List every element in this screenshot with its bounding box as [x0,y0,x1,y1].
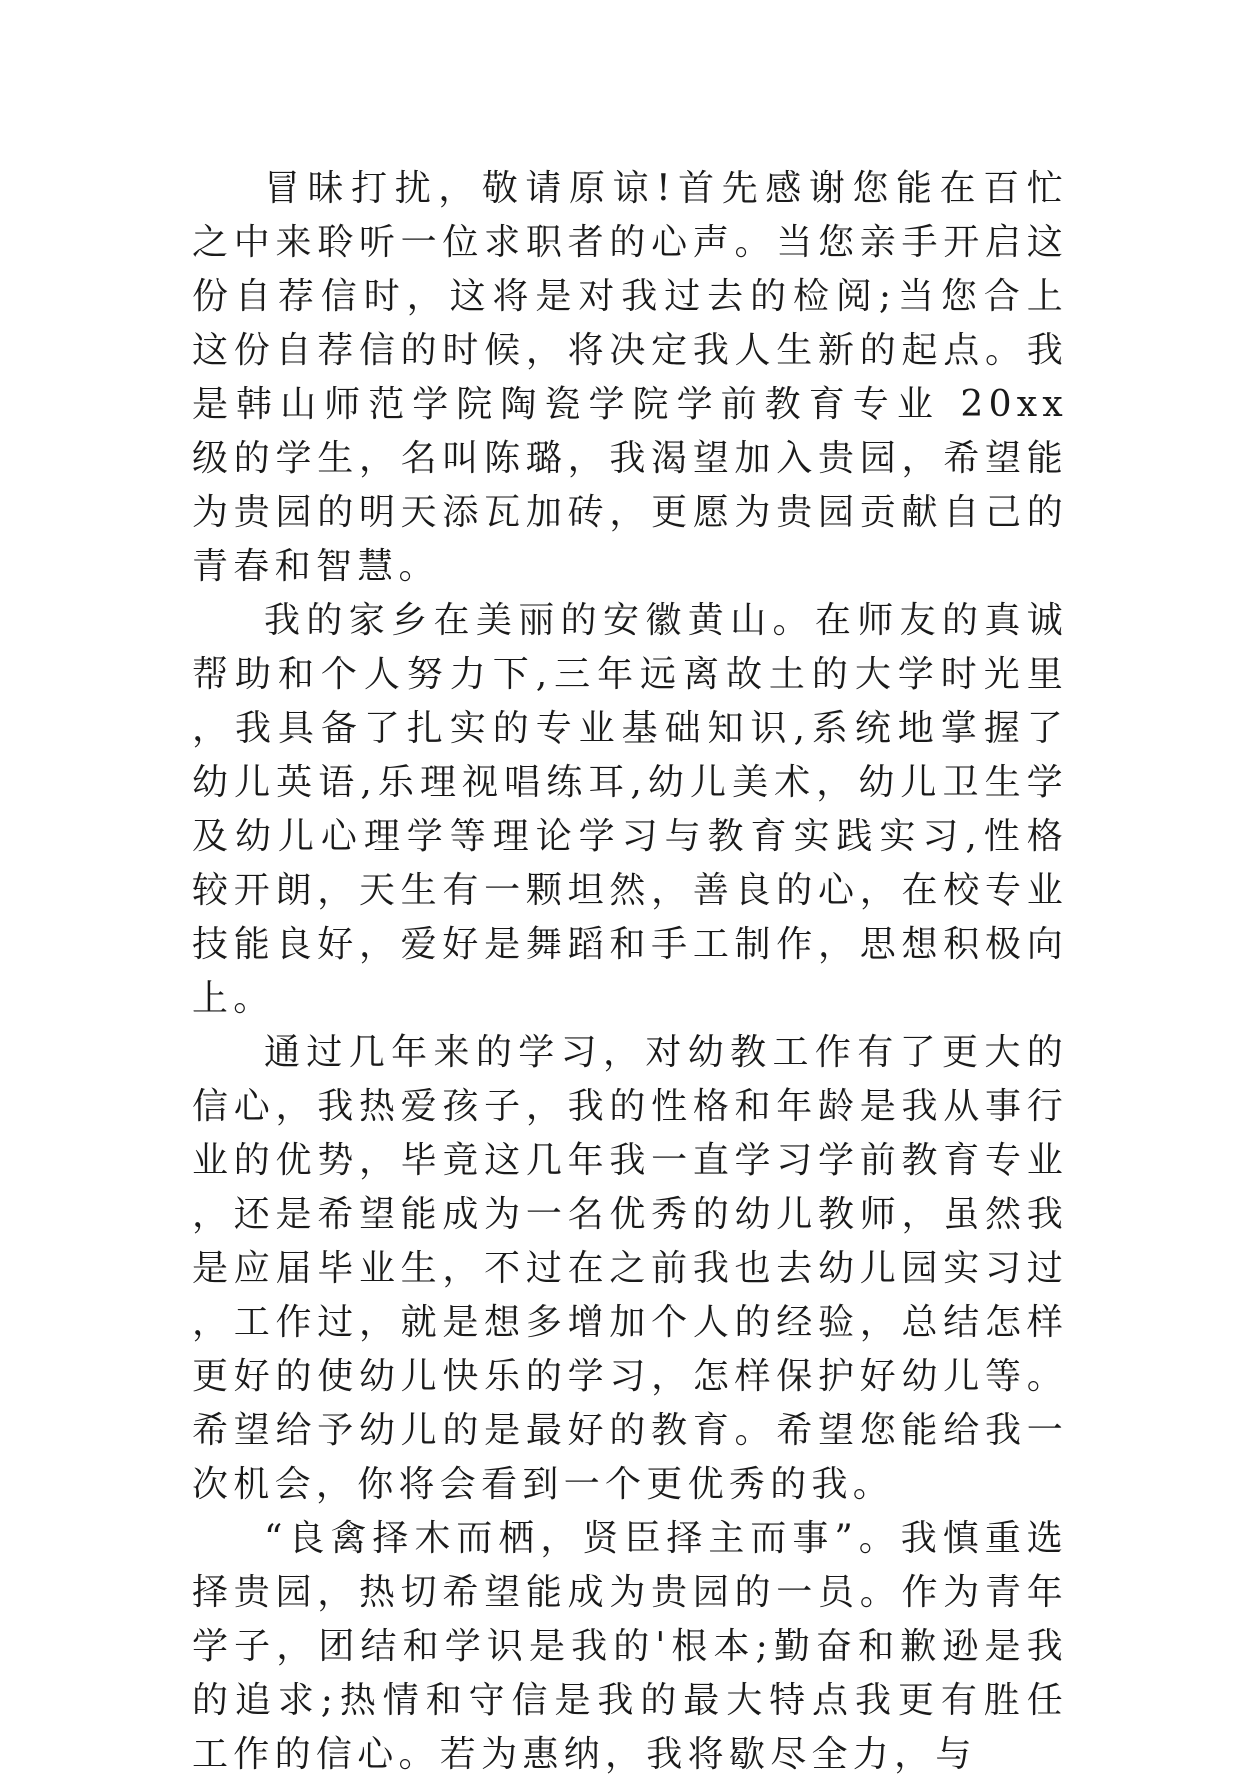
paragraph: 通过几年来的学习，对幼教工作有了更大的信心，我热爱孩子，我的性格和年龄是我从事行业的优势，毕竟这几年我一直学习学前教育专业，还是希望能成为一名优秀的幼儿教师，虽然我是应届毕业生，不过在之前我也去幼儿园实习过，工作过，就是想多增加个人的经验，总结怎样更好的使幼儿快乐的学习，怎样保护好幼儿等。希望给予幼儿的是最好的教育。希望您能给我一次机会，你将会看到一个更优秀的我。 [192,1032,1068,1505]
paragraph: 冒昧打扰，敬请原谅!首先感谢您能在百忙之中来聆听一位求职者的心声。当您亲手开启这份自荐信时，这将是对我过去的检阅;当您合上这份自荐信的时候，将决定我人生新的起点。我是韩山师范学院陶瓷学院学前教育专业 20xx 级的学生，名叫陈璐，我渴望加入贵园，希望能为贵园的明天添瓦加砖，更愿为贵园贡献自己的青春和智慧。 [192,168,1068,587]
paragraph: 我的家乡在美丽的安徽黄山。在师友的真诚帮助和个人努力下,三年远离故土的大学时光里，我具备了扎实的专业基础知识,系统地掌握了幼儿英语,乐理视唱练耳,幼儿美术，幼儿卫生学及幼儿心理学等理论学习与教育实践实习,性格较开朗，天生有一颗坦然，善良的心，在校专业技能良好，爱好是舞蹈和手工制作，思想积极向上。 [192,600,1068,1019]
paragraph: “良禽择木而栖，贤臣择主而事”。我慎重选择贵园，热切希望能成为贵园的一员。作为青年学子，团结和学识是我的'根本;勤奋和歉逊是我的追求;热情和守信是我的最大特点我更有胜任工作的信心。若为惠纳，我将歇尽全力，与 [192,1518,1068,1775]
letter-body [192,162,1068,1782]
